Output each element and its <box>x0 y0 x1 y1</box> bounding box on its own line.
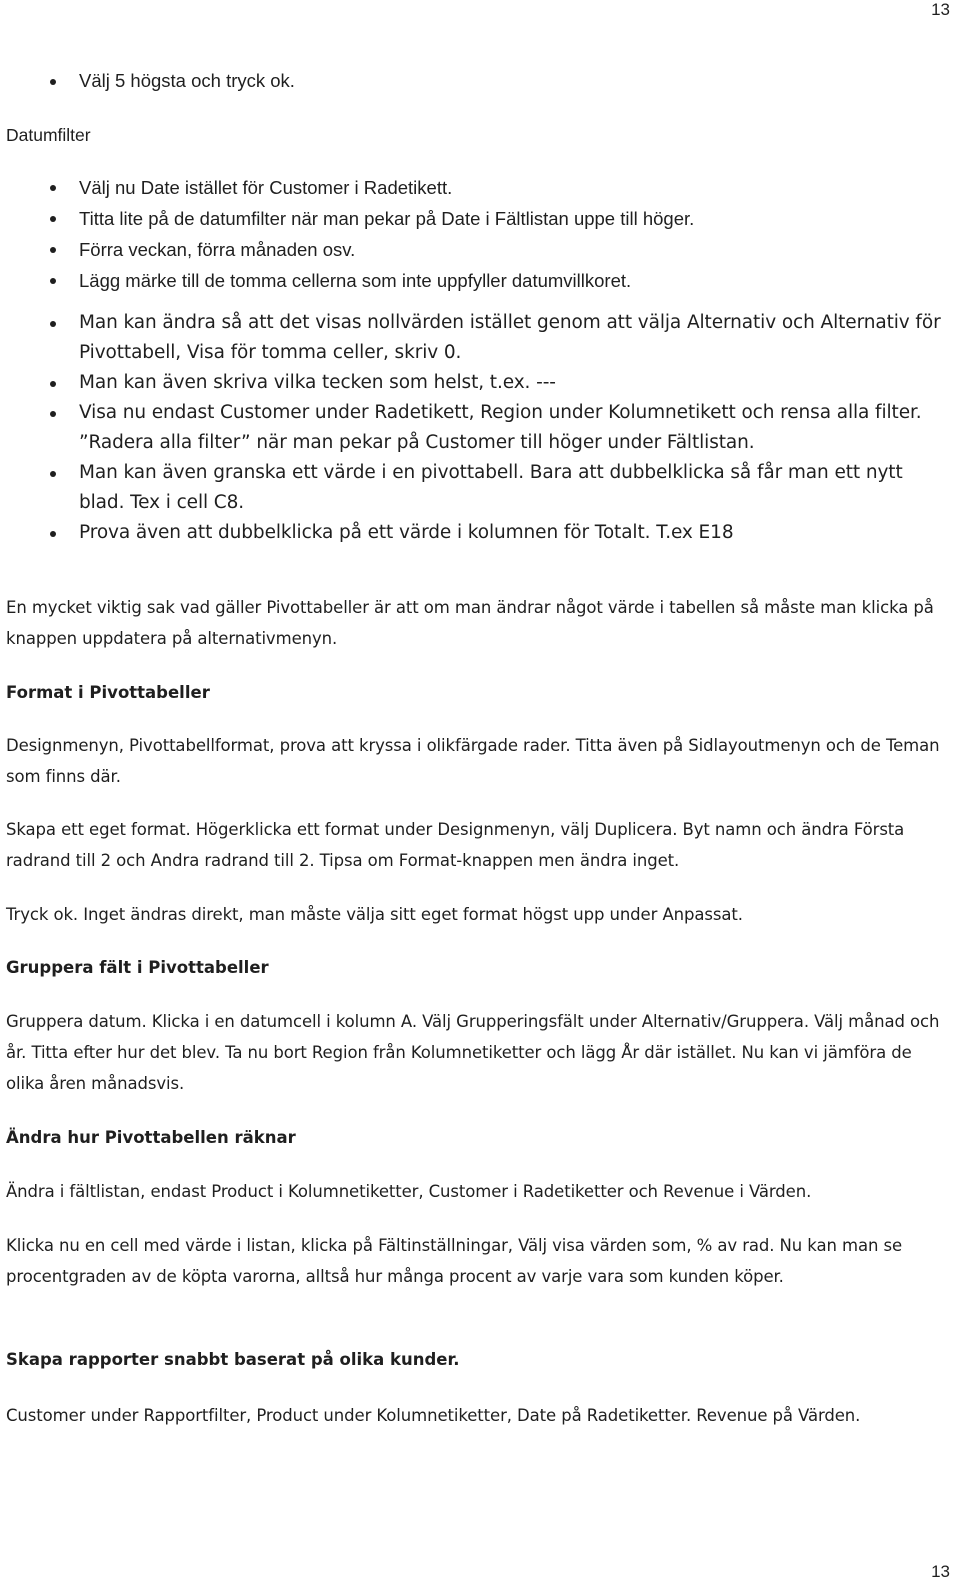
list-item: Lägg märke till de tomma cellerna som inte uppfyller datumvillkoret. <box>6 265 951 296</box>
list-item: Man kan även granska ett värde i en pivottabell. Bara att dubbelklicka så får man ett nytt blad. Tex i cell C8. <box>6 458 951 518</box>
page-number-bottom: 13 <box>931 1562 950 1581</box>
heading-reports: Skapa rapporter snabbt baserat på olika kunder. <box>6 1350 460 1369</box>
paragraph-reports: Customer under Rapportfilter, Product under Kolumnetiketter, Date på Radetiketter. Revenue på Värden. <box>6 1406 861 1425</box>
paragraph-calc-1: Ändra i fältlistan, endast Product i Kolumnetiketter, Customer i Radetiketter och Revenue i Värden. <box>6 1182 812 1201</box>
list-item: Man kan ändra så att det visas nollvärden istället genom att välja Alternativ och Alternativ för Pivottabell, Visa för tomma celler, skriv 0. <box>6 308 951 368</box>
heading-group: Gruppera fält i Pivottabeller <box>6 958 269 977</box>
heading-calc: Ändra hur Pivottabellen räknar <box>6 1128 296 1147</box>
list-item: Man kan även skriva vilka tecken som helst, t.ex. --- <box>6 368 951 398</box>
bullet-list-top <box>6 66 951 96</box>
heading-format: Format i Pivottabeller <box>6 683 210 702</box>
list-item: Titta lite på de datumfilter när man pekar på Date i Fältlistan uppe till höger. <box>6 203 951 234</box>
list-item: Visa nu endast Customer under Radetikett, Region under Kolumnetikett och rensa alla filter. <box>6 398 951 428</box>
list-item: Prova även att dubbelklicka på ett värde i kolumnen för Totalt. T.ex E18 <box>6 518 951 548</box>
list-item: Förra veckan, förra månaden osv. <box>6 234 951 265</box>
paragraph-update-note: En mycket viktig sak vad gäller Pivottabeller är att om man ändrar något värde i tabellen så måste man klicka på knappen uppdatera på alternativmenyn. <box>6 598 934 648</box>
bullet-list-datumfilter <box>6 172 951 296</box>
paragraph-format-2: Skapa ett eget format. Högerklicka ett format under Designmenyn, välj Duplicera. Byt namn och ändra Första radrand till 2 och Andra radrand till 2. Tipsa om Format-knappen men ändra inget. <box>6 820 905 870</box>
list-item: Välj nu Date istället för Customer i Radetikett. <box>6 172 951 203</box>
paragraph-calc-2: Klicka nu en cell med värde i listan, klicka på Fältinställningar, Välj visa värden som, % av rad. Nu kan man se procentgraden av de köpta varorna, alltså hur många procent av varje vara som kunden köper. <box>6 1236 903 1286</box>
list-item: Välj 5 högsta och tryck ok. <box>6 66 951 96</box>
list-item: ”Radera alla filter” när man pekar på Customer till höger under Fältlistan. <box>79 432 755 453</box>
section-label-datumfilter: Datumfilter <box>6 125 91 145</box>
paragraph-format-3: Tryck ok. Inget ändras direkt, man måste välja sitt eget format högst upp under Anpassat. <box>6 905 743 924</box>
bullet-list-options <box>6 308 951 548</box>
paragraph-group: Gruppera datum. Klicka i en datumcell i kolumn A. Välj Grupperingsfält under Alternativ/Gruppera. Välj månad och år. Titta efter hur det blev. Ta nu bort Region från Kolumnetiketter och lägg År där istället. Nu kan vi jämföra de olika åren månadsvis. <box>6 1012 940 1093</box>
page-number-top: 13 <box>931 0 950 19</box>
paragraph-format-1: Designmenyn, Pivottabellformat, prova att kryssa i olikfärgade rader. Titta även på Sidlayoutmenyn och de Teman som finns där. <box>6 736 940 786</box>
